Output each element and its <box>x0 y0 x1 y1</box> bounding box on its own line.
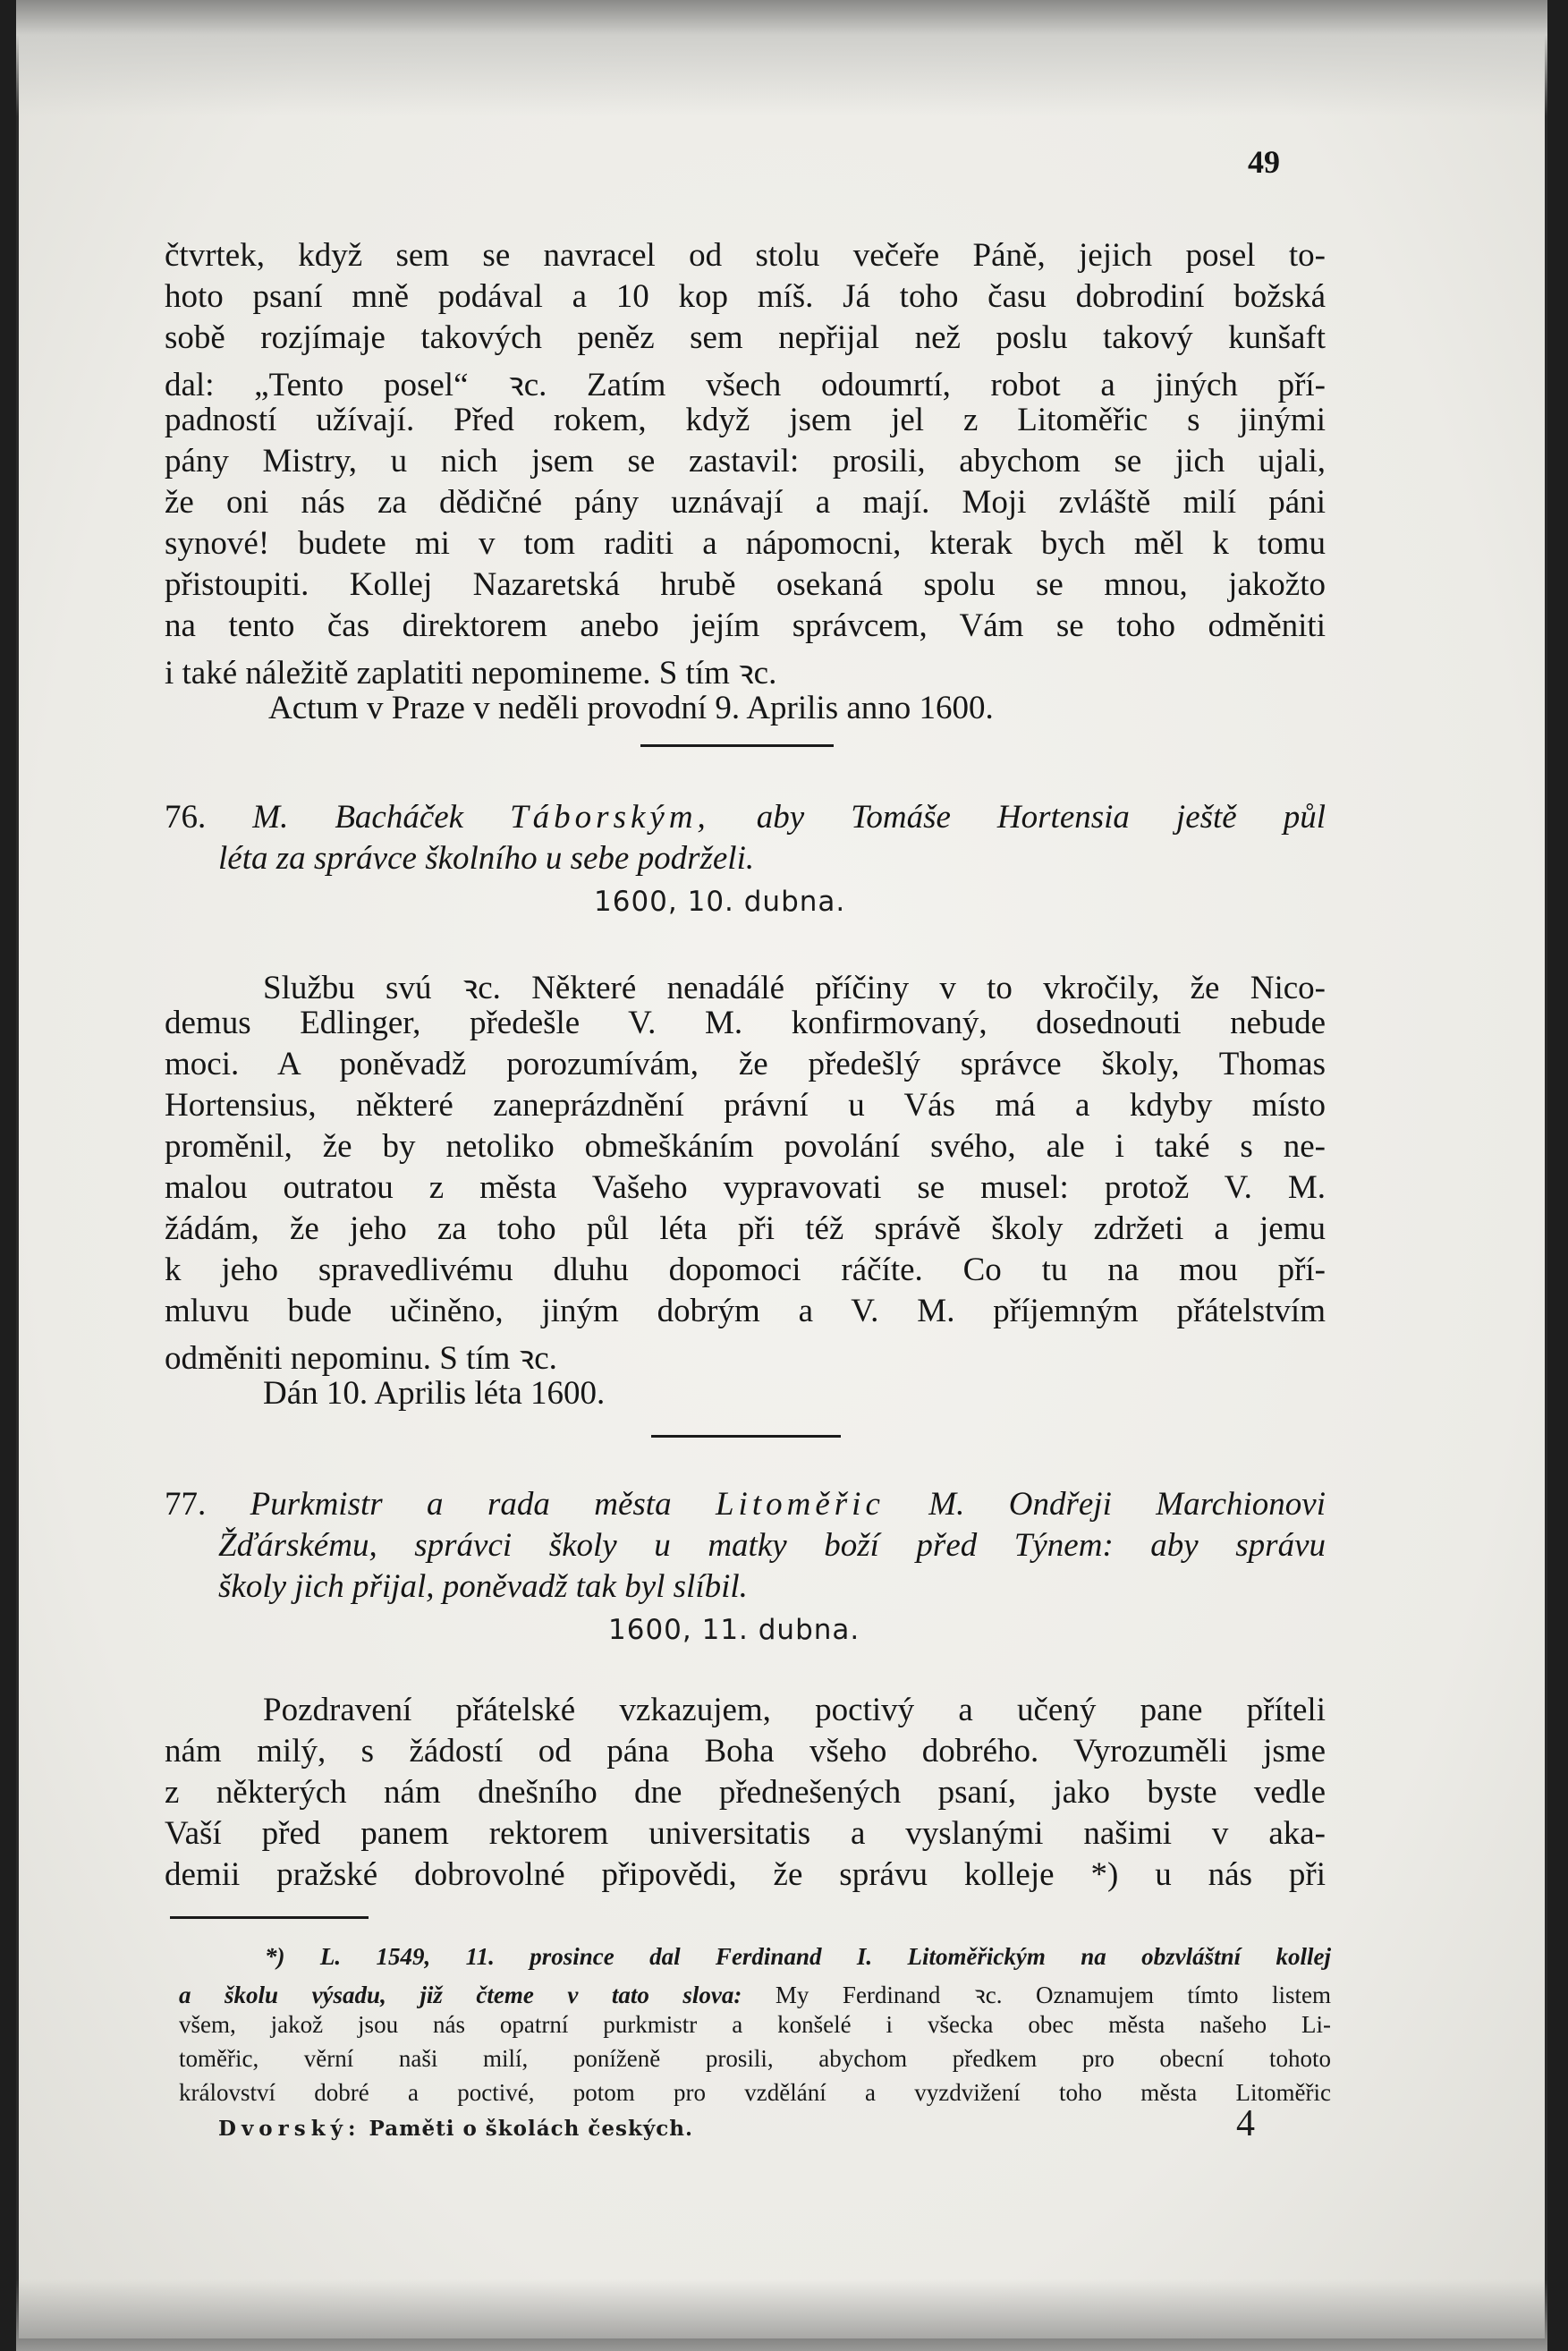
text-line: proměnil, že by netoliko obmeškáním povolání svého, ale i také s ne- <box>165 1128 1326 1165</box>
letter-heading-line <box>165 798 1326 836</box>
heading-text: M. Bacháček <box>252 799 511 836</box>
letter-heading-line: léta za správce školního u sebe podrželi. <box>218 840 755 877</box>
footnote-intro: a školu výsadu, již čteme v tato slova: <box>179 1982 742 2008</box>
text-line: Hortensius, některé zaneprázdnění právní u Vás má a kdyby místo <box>165 1087 1326 1124</box>
text-line: hoto psaní mně podával a 10 kop míš. Já toho času dobrodiní božská <box>165 278 1326 315</box>
sheet-mark: 4 <box>1236 2103 1255 2144</box>
heading-text: aby Tomáše Hortensia ještě půl <box>709 799 1326 836</box>
heading-spaced-name: Litoměřic <box>715 1486 885 1523</box>
footnote-line: království dobré a poctivé, potom pro vzdělání a vyzdvižení toho města Litoměřic <box>179 2079 1331 2106</box>
letter-number: 77. <box>165 1486 207 1523</box>
footnote-line <box>265 1943 1331 1971</box>
signature-line <box>218 2117 693 2141</box>
footnote-text: My Ferdinand ꝛc. Oznamujem tímto listem <box>742 1982 1331 2008</box>
section-divider <box>640 744 834 747</box>
text-line: žádám, že jeho za toho půl léta při též správě školy zdržeti a jemu <box>165 1210 1326 1247</box>
letter-heading-line: školy jich přijal, poněvadž tak byl slíbil. <box>218 1568 748 1605</box>
text-line: synové! budete mi v tom raditi a nápomocni, kterak bych měl k tomu <box>165 525 1326 562</box>
letter-heading-line <box>165 1485 1326 1523</box>
text-line: moci. A poněvadž porozumívám, že předešlý správce školy, Thomas <box>165 1046 1326 1082</box>
text-line: demus Edlinger, předešle V. M. konfirmovaný, dosednouti nebude <box>165 1005 1326 1041</box>
letter-date: 1600, 11. dubna. <box>608 1614 860 1646</box>
scan-top-shadow <box>16 0 1547 116</box>
text-line: Vaší před panem rektorem universitatis a vyslanými našimi v aka- <box>165 1815 1326 1852</box>
letter-date: 1600, 10. dubna. <box>594 886 846 918</box>
footnote-divider <box>170 1916 369 1919</box>
text-line: čtvrtek, když sem se navracel od stolu večeře Páně, jejich posel to- <box>165 237 1326 274</box>
letter-number: 76. <box>165 799 207 836</box>
text-line: i také náležitě zaplatiti nepomineme. S tím ꝛc. <box>165 655 777 692</box>
footnote-marker: *) <box>265 1943 285 1970</box>
footnote-line <box>179 1977 1331 2010</box>
text-line: demii pražské dobrovolné připovědi, že správu kolleje *) u nás při <box>165 1856 1326 1893</box>
heading-spaced-name: Táborským, <box>510 799 710 836</box>
footnote-intro: L. 1549, 11. prosince dal Ferdinand I. Litoměřickým na obzvláštní kollej <box>319 1943 1332 1970</box>
text-line: přistoupiti. Kollej Nazaretská hrubě osekaná spolu se mnou, jakožto <box>165 566 1326 603</box>
scan-bottom-shadow <box>16 2279 1547 2351</box>
text-line: mluvu bude učiněno, jiným dobrým a V. M. příjemným přátelstvím <box>165 1293 1326 1329</box>
text-line: na tento čas direktorem anebo jejím správcem, Vám se toho odměniti <box>165 607 1326 644</box>
text-line: k jeho spravedlivému dluhu dopomoci ráčíte. Co tu na mou pří- <box>165 1252 1326 1288</box>
closing-line: Dán 10. Aprilis léta 1600. <box>263 1375 606 1412</box>
heading-text: M. Ondřeji Marchionovi <box>884 1486 1326 1523</box>
text-line: že oni nás za dědičné pány uznávají a mají. Moji zvláště milí páni <box>165 484 1326 521</box>
text-line: odměniti nepominu. S tím ꝛc. <box>165 1340 557 1377</box>
text-line: nám milý, s žádostí od pána Boha všeho dobrého. Vyrozuměli jsme <box>165 1733 1326 1770</box>
text-line: padností užívají. Před rokem, když jsem jel z Litoměřic s jinými <box>165 402 1326 438</box>
section-divider <box>651 1435 841 1438</box>
footnote-line: všem, jakož jsou nás opatrní purkmistr a konšelé i všecka obec města našeho Li- <box>179 2011 1331 2038</box>
text-line: Pozdravení přátelské vzkazujem, poctivý a učený pane příteli <box>263 1692 1326 1728</box>
footnote-line: toměřic, věrní naši milí, poníženě prosili, abychom předkem pro obecní tohoto <box>179 2045 1331 2072</box>
text-line: dal: „Tento posel“ ꝛc. Zatím všech odoumrtí, robot a jiných pří- <box>165 367 1326 403</box>
letter-heading-line: Žďárskému, správci školy u matky boží před Týnem: aby správu <box>218 1527 1326 1564</box>
page-number: 49 <box>1248 144 1280 180</box>
heading-text: Purkmistr a rada města <box>250 1486 716 1523</box>
actum-line: Actum v Praze v neděli provodní 9. Aprilis anno 1600. <box>268 690 994 726</box>
text-line: sobě rozjímaje takových peněz sem nepřijal než poslu takový kunšaft <box>165 319 1326 356</box>
text-line: Službu svú ꝛc. Některé nenadálé příčiny v to vkročily, že Nico- <box>263 970 1326 1006</box>
text-line: z některých nám dnešního dne přednešených psaní, jako byste vedle <box>165 1774 1326 1811</box>
text-line: malou outratou z města Vašeho vypravovati se musel: protož V. M. <box>165 1169 1326 1206</box>
signature-title: Paměti o školách českých. <box>360 2117 694 2141</box>
signature-author: Dvorský: <box>218 2117 361 2141</box>
text-line: pány Mistry, u nich jsem se zastavil: prosili, abychom se jich ujali, <box>165 443 1326 480</box>
